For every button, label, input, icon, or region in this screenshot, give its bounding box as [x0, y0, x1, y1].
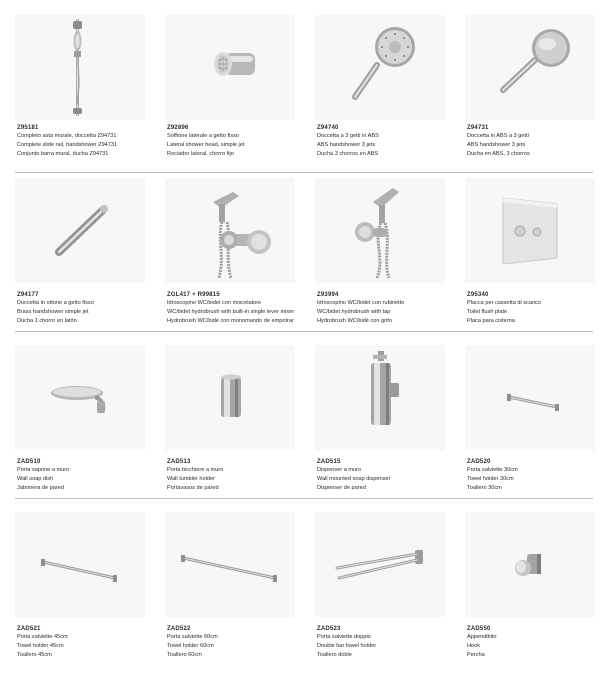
- product-name-it: Porta sapone a muro: [17, 467, 70, 473]
- product-card: [15, 178, 155, 328]
- divider: [15, 172, 593, 173]
- towel-bar-large-icon: [165, 512, 295, 617]
- product-card: [15, 15, 155, 165]
- product-name-es: Toallero 30cm: [467, 485, 502, 491]
- product-name-it: Porta salviette 60cm: [167, 634, 218, 640]
- product-name-it: Appendibito: [467, 634, 497, 640]
- towel-bar-medium-icon: [15, 512, 145, 617]
- product-code: Z94731: [467, 125, 489, 131]
- product-name-it: Porta salviette 45cm: [17, 634, 68, 640]
- product-name-en: Wall soap dish: [17, 476, 54, 482]
- product-name-es: Rociador lateral, chorro fijo: [167, 151, 234, 157]
- product-code: Z92896: [167, 125, 189, 131]
- product-name-es: Jabonera de pared: [17, 485, 64, 491]
- hydrobrush-tap-icon: [315, 178, 445, 283]
- product-row: [15, 15, 593, 165]
- handshower-icon: [465, 15, 595, 120]
- hook-icon: [465, 512, 595, 617]
- product-name-en: ABS handshower 3 jets: [317, 142, 376, 148]
- soap-dish-icon: [15, 345, 145, 450]
- product-name-es: Placa para cisterna: [467, 318, 515, 324]
- product-code: ZAD522: [167, 626, 191, 632]
- product-name-en: Complete slide rail, handshower Z94731: [17, 142, 118, 148]
- towel-bar-small-icon: [465, 345, 595, 450]
- flush-plate-icon: [465, 178, 595, 283]
- tumbler-holder-icon: [165, 345, 295, 450]
- product-name-en: WC/bidet hydrobrush with tap: [317, 309, 391, 315]
- product-card: [315, 512, 455, 662]
- product-name-en: Brass handshower simple jet: [17, 309, 89, 315]
- product-name-it: Doccetta in ottone a getto fisso: [17, 300, 94, 306]
- product-name-es: Hydrobrush WC/bidé con monomando de empotrar: [167, 318, 294, 324]
- product-code: ZAD513: [167, 459, 191, 465]
- product-name-en: Hook: [467, 643, 481, 649]
- product-code: ZAD515: [317, 459, 341, 465]
- product-name-en: Towel holder 45cm: [17, 643, 64, 649]
- product-name-it: Doccetta a 3 getti in ABS: [317, 133, 379, 139]
- product-code: Z95340: [467, 292, 489, 298]
- product-code: Z94740: [317, 125, 339, 131]
- product-card: [465, 345, 603, 495]
- brass-handshower-icon: [15, 178, 145, 283]
- product-card: [165, 345, 305, 495]
- product-name-es: Ducha 3 chorros en ABS: [317, 151, 379, 157]
- product-card: [465, 178, 603, 328]
- product-name-es: Conjunto barra mural, ducha Z94731: [17, 151, 109, 157]
- handshower-icon: [315, 15, 445, 120]
- product-row: [15, 512, 593, 662]
- product-card: [315, 15, 455, 165]
- product-code: ZGL417 + R99815: [167, 292, 220, 298]
- product-name-en: Wall tumbler holder: [167, 476, 215, 482]
- product-name-en: Wall mounted soap dispenser: [317, 476, 391, 482]
- divider: [15, 498, 593, 499]
- product-name-es: Toallero doble: [317, 652, 352, 658]
- product-name-en: Towel holder 30cm: [467, 476, 514, 482]
- product-name-it: Idroscopino WC/bidet con rubinetto: [317, 300, 405, 306]
- product-row: [15, 345, 593, 495]
- product-code: ZAD520: [467, 459, 491, 465]
- double-towel-bar-icon: [315, 512, 445, 617]
- product-row: [15, 178, 593, 328]
- product-name-en: Lateral shower head, simple jet: [167, 142, 245, 148]
- product-card: [465, 15, 603, 165]
- product-name-es: Dispenser de pared: [317, 485, 366, 491]
- product-card: [465, 512, 603, 662]
- product-code: Z94177: [17, 292, 39, 298]
- product-name-it: Dispenser a muro: [317, 467, 362, 473]
- product-code: ZAD510: [17, 459, 41, 465]
- product-card: [165, 178, 305, 328]
- lateral-shower-head-icon: [165, 15, 295, 120]
- product-name-it: Completo asta murale, doccetta Z94731: [17, 133, 117, 139]
- product-card: [315, 178, 455, 328]
- product-name-en: Towel holder 60cm: [167, 643, 214, 649]
- product-name-es: Percha: [467, 652, 485, 658]
- product-name-es: Portavasos de pared: [167, 485, 219, 491]
- product-name-it: Porta salviette doppio: [317, 634, 371, 640]
- product-name-it: Soffione laterale a getto fisso: [167, 133, 240, 139]
- product-name-it: Porta bicchiere a muro: [167, 467, 224, 473]
- product-code: Z95181: [17, 125, 39, 131]
- product-card: [15, 512, 155, 662]
- soap-dispenser-icon: [315, 345, 445, 450]
- product-card: [165, 512, 305, 662]
- product-code: ZAD521: [17, 626, 41, 632]
- product-code: ZAD523: [317, 626, 341, 632]
- product-name-es: Ducha 1 chorro en latón: [17, 318, 77, 324]
- product-card: [315, 345, 455, 495]
- product-code: ZAD550: [467, 626, 491, 632]
- product-name-es: Ducha en ABS, 3 chorros: [467, 151, 530, 157]
- product-name-es: Hydrobrush WC/bidé con grifo: [317, 318, 392, 324]
- divider: [15, 331, 593, 332]
- slide-rail-icon: [15, 15, 145, 120]
- product-name-it: Placca per cassetta di scarico: [467, 300, 541, 306]
- product-name-it: Doccetta in ABS a 3 getti: [467, 133, 529, 139]
- hydrobrush-mixer-icon: [165, 178, 295, 283]
- product-card: [15, 345, 155, 495]
- product-code: Z93994: [317, 292, 339, 298]
- product-card: [165, 15, 305, 165]
- product-name-en: ABS handshower 3 jets: [467, 142, 526, 148]
- product-name-en: Double bar towel holder: [317, 643, 377, 649]
- product-name-en: WC/bidet hydrobrush with built-in single lever mixer: [167, 309, 295, 315]
- product-name-en: Toilet flush plate: [467, 309, 508, 315]
- product-name-es: Toallero 60cm: [167, 652, 202, 658]
- product-name-it: Porta salviette 30cm: [467, 467, 518, 473]
- product-name-es: Toallero 45cm: [17, 652, 52, 658]
- product-name-it: Idroscopino WC/bidet con miscelatore: [167, 300, 262, 306]
